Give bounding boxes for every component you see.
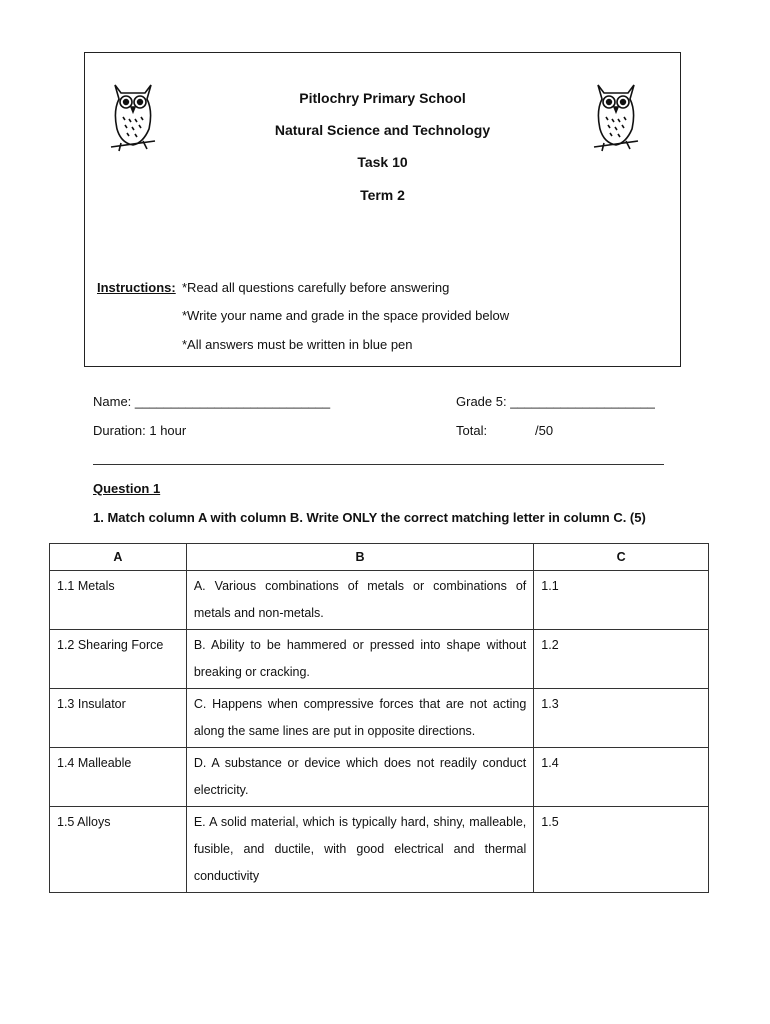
definition-cell: E. A solid material, which is typically hard, shiny, malleable, fusible, and ductile, with good electrical and thermal conductivity <box>186 807 533 893</box>
duration-field: Duration: 1 hour <box>93 423 187 438</box>
term-cell: 1.4 Malleable <box>50 748 187 807</box>
task-title: Task 10 <box>357 154 408 170</box>
definition-cell: C. Happens when compressive forces that are not acting along the same lines are put in opposite directions. <box>186 689 533 748</box>
definition-cell: D. A substance or device which does not readily conduct electricity. <box>186 748 533 807</box>
total-label: Total: <box>456 423 488 438</box>
answer-cell[interactable]: 1.2 <box>534 630 709 689</box>
definition-cell: B. Ability to be hammered or pressed into shape without breaking or cracking. <box>186 630 533 689</box>
term-title: Term 2 <box>360 187 405 203</box>
table-row <box>50 571 709 630</box>
answer-cell[interactable]: 1.5 <box>534 807 709 893</box>
instruction-line: *Read all questions carefully before answering <box>182 280 450 295</box>
name-field: Name: ___________________________ <box>93 394 331 409</box>
header-box <box>84 52 681 367</box>
matching-table <box>49 543 709 893</box>
instruction-line: *Write your name and grade in the space provided below <box>182 308 510 323</box>
owl-icon <box>107 77 159 157</box>
term-cell: 1.2 Shearing Force <box>50 630 187 689</box>
total-value: /50 <box>535 423 554 438</box>
column-header-a: A <box>50 544 187 571</box>
column-header-b: B <box>186 544 533 571</box>
question-title: Question 1 <box>93 481 161 496</box>
table-row <box>50 689 709 748</box>
instruction-line: *All answers must be written in blue pen <box>182 337 413 352</box>
term-cell: 1.3 Insulator <box>50 689 187 748</box>
definition-cell: A. Various combinations of metals or combinations of metals and non-metals. <box>186 571 533 630</box>
answer-cell[interactable]: 1.1 <box>534 571 709 630</box>
subject-title: Natural Science and Technology <box>274 122 491 138</box>
table-row <box>50 807 709 893</box>
answer-cell[interactable]: 1.4 <box>534 748 709 807</box>
term-cell: 1.5 Alloys <box>50 807 187 893</box>
question-text: 1. Match column A with column B. Write ONLY the correct matching letter in column C. (5) <box>93 510 646 525</box>
instructions-label: Instructions: <box>97 280 176 295</box>
answer-cell[interactable]: 1.3 <box>534 689 709 748</box>
term-cell: 1.1 Metals <box>50 571 187 630</box>
column-header-c: C <box>534 544 709 571</box>
table-header-row <box>50 544 709 571</box>
owl-icon <box>590 77 642 157</box>
grade-field: Grade 5: ____________________ <box>456 394 655 409</box>
school-name: Pitlochry Primary School <box>299 90 466 106</box>
table-row <box>50 630 709 689</box>
table-row <box>50 748 709 807</box>
divider <box>93 464 664 465</box>
